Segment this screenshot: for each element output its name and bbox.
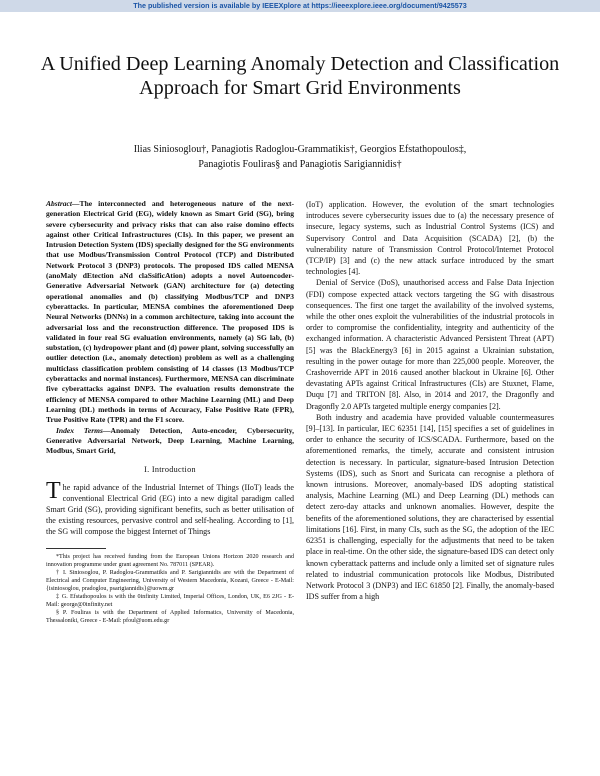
publication-banner-text[interactable]: The published version is available by IEEEXplore at https://ieeexplore.ieee.org/document/9425573 bbox=[133, 1, 467, 10]
paper-title: A Unified Deep Learning Anomaly Detection and Classification Approach for Smart Grid Environments bbox=[40, 53, 560, 99]
author-list bbox=[80, 143, 520, 172]
footnote-affiliation-0infinity: ‡ G. Efstathopoulos is with the 0infinity Limited, Imperial Offices, London, UK, E6 2JG - E-Mail: george@0infinity.net bbox=[46, 593, 294, 608]
abstract-text: The interconnected and heterogeneous nature of the next-generation Electrical Grid (EG), widely known as Smart Grid (SG), bring severe cybersecurity and privacy risks that can also raise domino effects against other Critical Infrastructures (CIs). In this paper, we present an Intrusion Detection System (IDS) specially designed for the SG environments that use Modbus/Transmission Control Protocol (TCP) and Distributed Network Protocol 3 (DNP3) protocols. The proposed IDS called MENSA (anoMaly dEtection aNd claSsificAtion) adopts a novel Autoencoder-Generative Adversarial Network (GAN) architecture for (a) detecting operational anomalies and (b) classifying Modbus/TCP and DNP3 cyberattacks. In particular, MENSA combines the aforementioned Deep Neural Networks (DNNs) in a common architecture, taking into account the adversarial loss and the reconstruction difference. The proposed IDS is validated in four real SG evaluation environments, namely (a) SG lab, (b) substation, (c) hydropower plant and (d) power plant, solving successfully an outlier detection (i.e., anomaly detection) problem as well as a challenging multiclass classification problem consisting of 14 classes (13 Modbus/TCP cyberattacks and normal instances). Furthermore, MENSA can discriminate five cyberattacks against DNP3. The evaluation results demonstrate the efficiency of MENSA compared to other Machine Learning (ML) and Deep Learning (DL) methods in terms of Accuracy, False Positive Rate (FPR), True Positive Rate (TPR) and the F1 score. bbox=[46, 199, 294, 425]
body-paragraph-1: (IoT) application. However, the evolution of the smart technologies introduces severe cybersecurity issues due to (a) the necessary presence of insecure, legacy systems, such as Industrial Control Systems (ICS) and Supervisory Control and Data Acquisition (SCADA) [2], (b) the vulnerability nature of Transmission Control Protocol/Internet Protocol (TCP/IP) [3] and (c) the new attack surface introduced by the smart technologies [4]. bbox=[306, 200, 554, 277]
abstract bbox=[46, 199, 294, 426]
index-terms bbox=[46, 426, 294, 457]
left-column bbox=[46, 199, 294, 625]
body-paragraph-3: Both industry and academia have provided valuable countermeasures [9]–[13]. In particular, IEC 62351 [14], [15] specifies a set of guidelines in order to enhance the security of ICS/SCADA. Furthermore, based on the aforementioned remarks, the timely, accurate and consistent intrusion detection is necessary. In particular, signature-based Intrusion Detection Systems (IDS), such as Snort and Suricata can recognise a plethora of known intrusions. Moreover, anomaly-based IDS adopting statistical analysis, Machine Learning (ML) and Deep Learning (DL) methods can detect zero-day attacks and unknown anomalies. However, despite the benefits of the aforementioned solutions, they are characterised by essential limitations [16]. First, in many CIs, such as the SG, the adoption of the IEC 62351 is challenging, especially for the adjustments that need to be taken place in real-time. On the other side, the signature-based IDS can detect only known cyberattack patterns and include only a limited set of signature rules related to industrial communication protocols like Modbus, Distributed Network Protocol 3 (DNP3) and IEC 61850 [2]. Finally, the anomaly-based IDS suffer from a high bbox=[306, 412, 554, 602]
abstract-label: Abstract— bbox=[46, 199, 80, 208]
body-paragraph-2: Denial of Service (DoS), unauthorised access and False Data Injection (FDI) compose expected attack vectors targeting the SG with disastrous consequences. The first one target the availability of the involved systems, while the other ones exploit the vulnerabilities of the industrial protocols in order to compromise the confidentiality, integrity and authenticity of the exchanged information. A characteristic Advanced Persistent Threat (APT) [5] was the BlackEnergy3 [6] in 2015 against a Ukrainian substation, resulting in the power outage for more than 225,000 people. Moreover, the Crashoverride APT in 2016 caused another blackout in Ukraine [6]. Other devastating APTs against Critical Infrastructures (CIs) are Stuxnet, Flame, Duqu [7] and TRITON [8]. Also, in 2014 and 2017, the Dragonfly and Dragonfly 2.0 APTs targeted multiple energy companies [2]. bbox=[306, 278, 554, 411]
footnote-funding: *This project has received funding from the European Unions Horizon 2020 research and innovation programme under grant agreement No. 787011 (SPEAR). bbox=[46, 553, 294, 568]
introduction-paragraph bbox=[46, 477, 294, 538]
introduction-text: he rapid advance of the Industrial Internet of Things (IIoT) leads the conventional Electrical Grid (EG) into a new digital paradigm called Smart Grid (SG), providing significant benefits, such as better utilisation of the existing resources, pervasive control and self-healing. According to [1], the SG will compose the biggest Internet of Things bbox=[46, 482, 294, 537]
index-terms-label: Index Terms bbox=[56, 425, 103, 435]
section-heading-introduction: I. Introduction bbox=[144, 465, 196, 475]
right-column bbox=[306, 199, 554, 602]
authors-line-2: Panagiotis Fouliras§ and Panagiotis Sarigiannidis† bbox=[198, 158, 402, 170]
index-terms-text: —Anomaly Detection, Auto-encoder, Cybersecurity, Generative Adversarial Network, Deep Learning, Machine Learning, Modbus, Smart Grid, bbox=[46, 425, 294, 456]
drop-cap: T bbox=[46, 477, 61, 504]
footnote-divider bbox=[46, 548, 106, 549]
authors-line-1: Ilias Siniosoglou†, Panagiotis Radoglou-Grammatikis†, Georgios Efstathopoulos‡, bbox=[133, 144, 467, 155]
footnote-affiliation-uom: § P. Fouliras is with the Department of Applied Informatics, University of Macedonia, Thessaloniki, Greece - E-Mail: pfoul@uom.edu.gr bbox=[46, 609, 294, 624]
footnote-affiliation-uowm: † I. Siniosoglou, P. Radoglou-Grammatikis and P. Sarigiannidis are with the Department of Electrical and Computer Engineering, University of Western Macedonia, Kozani, Greece - E-Mail: {isiniosoglou, pradoglou, psarigiannidis}@uowm.gr bbox=[46, 569, 294, 592]
